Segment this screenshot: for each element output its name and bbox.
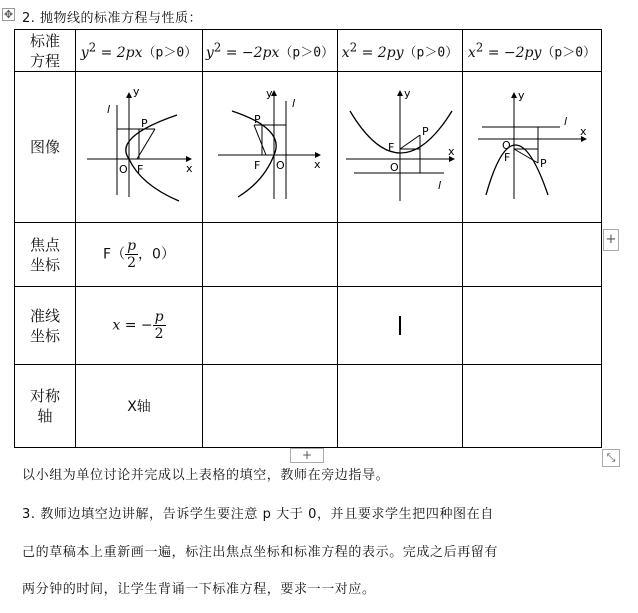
y-label: y <box>266 87 273 100</box>
origin-label: O <box>119 163 128 176</box>
axis-label-cell <box>15 365 76 448</box>
paragraph-3: 己的草稿本上重新画一遍，标注出焦点坐标和标准方程的表示。完成之后再留有 <box>22 545 499 560</box>
eq4-lhs: x <box>467 44 476 61</box>
focus-label-cell <box>15 223 76 287</box>
graph-opens-down <box>472 85 592 205</box>
focus-label-line2: 坐标 <box>29 255 60 274</box>
table-row <box>15 223 602 287</box>
paragraph-1: 以小组为单位讨论并完成以上表格的填空，教师在旁边指导。 <box>22 468 390 483</box>
graph-cell-4 <box>463 72 602 223</box>
equation-cell-3 <box>338 30 463 72</box>
focus-denominator: 2 <box>127 255 137 271</box>
focus-label: F <box>504 151 511 164</box>
empty-cell[interactable] <box>338 365 463 448</box>
eq3-exp: 2 <box>349 40 358 55</box>
focus-label-line1: 焦点 <box>29 235 60 254</box>
focus-numerator: p <box>127 238 137 254</box>
eq1-rhs: = 2px <box>100 44 143 61</box>
directrix-fraction <box>153 309 166 342</box>
directrix-label-line2: 坐标 <box>29 326 60 345</box>
eq4-exp: 2 <box>475 40 484 55</box>
header-label-line1: 标准 <box>29 31 60 50</box>
axis-value-cell <box>76 365 203 448</box>
table-row <box>15 287 602 365</box>
empty-cell[interactable] <box>203 223 338 287</box>
axis-value: X轴 <box>127 399 151 415</box>
directrix-label-line1: 准线 <box>29 306 60 325</box>
parabola-curve <box>126 115 179 201</box>
x-label: x <box>580 125 587 138</box>
eq4-rhs: = −2py <box>487 44 542 61</box>
equation-cell-4 <box>463 30 602 72</box>
table-row <box>15 30 602 72</box>
graph-opens-left <box>210 85 330 205</box>
empty-cell[interactable] <box>338 223 463 287</box>
focal-segment <box>400 135 420 149</box>
empty-cell[interactable] <box>463 223 602 287</box>
eq2-exp: 2 <box>213 40 222 55</box>
header-label-line2: 方程 <box>29 51 60 70</box>
origin-label: O <box>276 159 285 172</box>
section-heading: 2. 抛物线的标准方程与性质： <box>22 11 203 26</box>
focal-segment <box>254 125 266 155</box>
table-row <box>15 72 602 223</box>
point-label: P <box>422 125 429 138</box>
eq2-cond: （p＞0） <box>279 45 335 61</box>
graph-cell-3 <box>338 72 463 223</box>
text-cursor <box>399 316 401 335</box>
directrix-label: l <box>438 179 442 192</box>
image-row-label: 图像 <box>29 138 60 156</box>
directrix-denominator: 2 <box>154 326 164 342</box>
insert-row-button[interactable]: + <box>290 448 324 463</box>
directrix-label: l <box>292 97 296 110</box>
graph-opens-right <box>79 85 199 205</box>
eq1-cond: （p＞0） <box>142 45 198 61</box>
table-move-handle[interactable]: ✥ <box>3 8 14 21</box>
empty-cell[interactable] <box>203 365 338 448</box>
empty-cell[interactable] <box>463 365 602 448</box>
focus-value-cell <box>76 223 203 287</box>
table-row <box>15 365 602 448</box>
focus-prefix: F（ <box>103 246 126 263</box>
header-label-cell <box>15 30 76 72</box>
focal-segment <box>137 129 155 159</box>
directrix-label: l <box>564 115 568 128</box>
equation-cell-1 <box>76 30 203 72</box>
empty-cell[interactable] <box>203 287 338 365</box>
graph-opens-up <box>340 85 460 205</box>
eq1-lhs: y <box>80 44 89 61</box>
y-label: y <box>518 89 525 102</box>
eq4-cond: （p＞0） <box>541 45 597 61</box>
image-label-cell <box>15 72 76 223</box>
eq2-lhs: y <box>205 44 214 61</box>
origin-label: O <box>502 139 511 152</box>
graph-cell-1 <box>76 72 203 223</box>
equation-cell-2 <box>203 30 338 72</box>
focus-fraction <box>125 238 138 271</box>
point-label: P <box>141 117 148 130</box>
directrix-label-cell <box>15 287 76 365</box>
axis-label-line1: 对称 <box>29 387 60 405</box>
directrix-value-cell <box>76 287 203 365</box>
empty-cell[interactable] <box>463 287 602 365</box>
x-label: x <box>448 145 455 158</box>
parabola-table <box>14 29 602 448</box>
eq3-lhs: x <box>341 44 350 61</box>
point-label: P <box>540 157 547 170</box>
eq3-cond: （p＞0） <box>403 45 459 61</box>
directrix-label: l <box>107 103 111 116</box>
x-label: x <box>186 162 193 175</box>
directrix-numerator: p <box>154 309 164 325</box>
focus-suffix: ，0） <box>138 246 175 263</box>
origin-label: O <box>390 161 399 174</box>
eq3-rhs: = 2py <box>361 44 404 61</box>
paragraph-4: 两分钟的时间，让学生背诵一下标准方程，要求一一对应。 <box>22 582 376 597</box>
eq1-exp: 2 <box>88 40 97 55</box>
y-label: y <box>133 85 140 98</box>
x-label: x <box>314 158 321 171</box>
focus-label: F <box>388 141 395 154</box>
insert-column-button[interactable]: + <box>603 229 619 251</box>
graph-cell-2 <box>203 72 338 223</box>
y-label: y <box>404 87 411 100</box>
axis-label-line2: 轴 <box>37 407 53 425</box>
eq2-rhs: = −2px <box>225 44 280 61</box>
focus-label: F <box>254 159 261 172</box>
focus-label: F <box>137 163 144 176</box>
directrix-lhs: x = − <box>112 317 153 334</box>
table-resize-handle[interactable]: ⤡ <box>602 449 620 467</box>
point-label: P <box>254 113 261 126</box>
paragraph-2: 3. 教师边填空边讲解，告诉学生要注意 p 大于 0，并且要求学生把四种图在自 <box>22 507 494 522</box>
parabola-curve <box>350 111 452 153</box>
parabola-curve <box>486 145 548 195</box>
